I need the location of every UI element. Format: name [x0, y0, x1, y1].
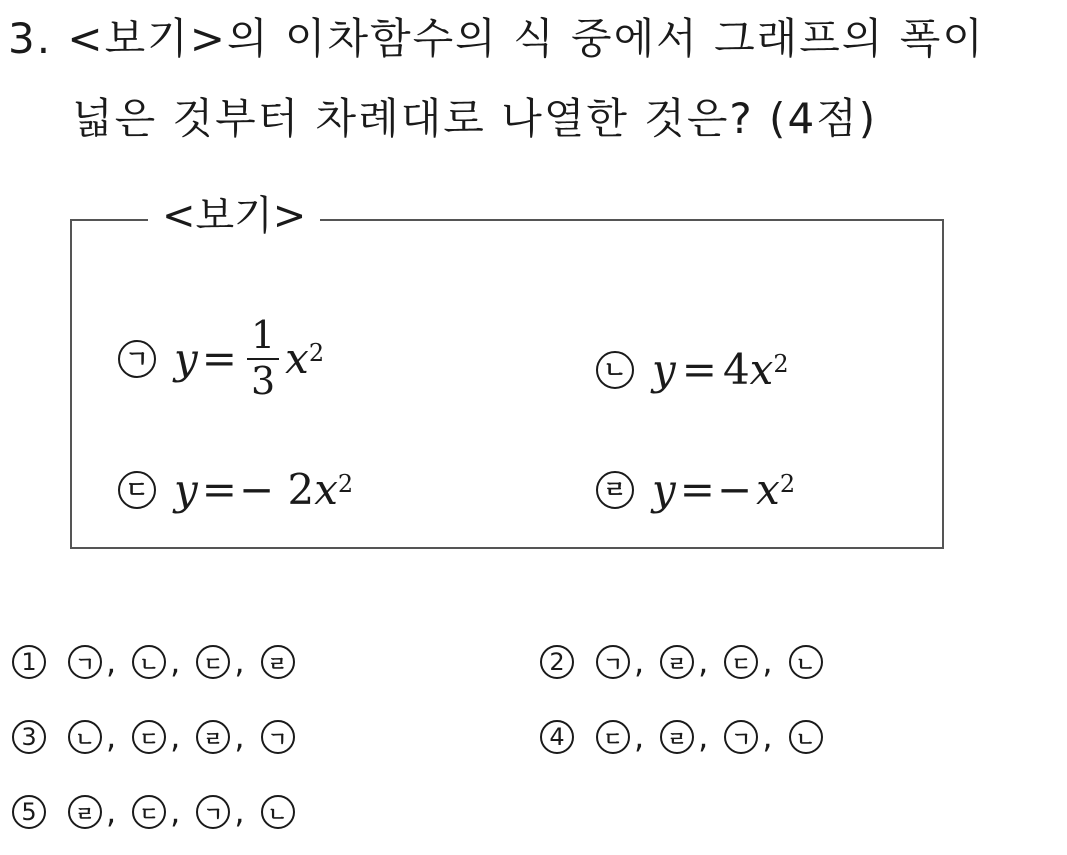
equation-variable: x — [749, 345, 774, 394]
choice-number: 2 — [540, 645, 574, 679]
choice-marker: ㄴ — [789, 645, 823, 679]
choice-separator: , — [170, 643, 181, 681]
example-box-title: <보기> — [148, 196, 320, 236]
equation-equals: = — [201, 334, 237, 384]
choice-number: 5 — [12, 795, 46, 829]
equation-exponent: 2 — [779, 469, 796, 498]
equation-equals: = — [201, 465, 237, 514]
choice-marker: ㄴ — [261, 795, 295, 829]
choice-marker: ㄹ — [660, 720, 694, 754]
equation-lhs: y — [652, 345, 676, 394]
choice-separator: , — [106, 643, 117, 681]
equation-exponent: 2 — [308, 338, 325, 367]
choice-separator: , — [634, 643, 645, 681]
choice-separator: , — [106, 718, 117, 756]
choice-number: 4 — [540, 720, 574, 754]
choice-separator: , — [234, 793, 245, 831]
choice-separator: , — [234, 718, 245, 756]
example-item-d — [118, 465, 353, 514]
choice-marker: ㄴ — [132, 645, 166, 679]
choice-marker: ㄷ — [596, 720, 630, 754]
choice-marker: ㄷ — [196, 645, 230, 679]
item-marker: ㄱ — [118, 340, 156, 378]
choice-marker: ㄱ — [261, 720, 295, 754]
choice-marker: ㄷ — [132, 795, 166, 829]
equation-equals: = — [679, 465, 715, 514]
choice-separator: , — [698, 718, 709, 756]
equation-lhs: y — [174, 465, 198, 514]
answer-choice-3[interactable] — [12, 718, 295, 756]
choice-marker: ㄹ — [660, 645, 694, 679]
choice-separator: , — [762, 643, 773, 681]
equation-lhs: y — [652, 465, 676, 514]
answer-choice-5[interactable] — [12, 793, 295, 831]
choice-marker: ㄹ — [261, 645, 295, 679]
answer-choice-4[interactable] — [540, 718, 823, 756]
equation-exponent: 2 — [337, 469, 354, 498]
fraction-numerator: 1 — [250, 313, 276, 357]
choice-separator: , — [170, 718, 181, 756]
example-item-n — [596, 345, 789, 394]
choice-marker: ㄷ — [132, 720, 166, 754]
question-line-2: 넓은 것부터 차례대로 나열한 것은? (4점) — [72, 94, 878, 143]
item-marker: ㄴ — [596, 351, 634, 389]
choice-marker: ㄱ — [724, 720, 758, 754]
choice-number: 3 — [12, 720, 46, 754]
choice-marker: ㄹ — [196, 720, 230, 754]
answer-choice-2[interactable] — [540, 643, 823, 681]
equation — [652, 345, 789, 394]
choice-marker: ㄴ — [68, 720, 102, 754]
choice-number: 1 — [12, 645, 46, 679]
choice-marker: ㄷ — [724, 645, 758, 679]
answer-choice-1[interactable] — [12, 643, 295, 681]
choice-separator: , — [762, 718, 773, 756]
choice-marker: ㄱ — [196, 795, 230, 829]
equation-variable: x — [756, 465, 780, 514]
equation — [174, 313, 325, 403]
equation-lhs: y — [174, 334, 198, 384]
choice-separator: , — [698, 643, 709, 681]
equation-variable: x — [314, 465, 338, 514]
choice-separator: , — [234, 643, 245, 681]
choice-marker: ㄹ — [68, 795, 102, 829]
equation-coefficient: 4 — [722, 345, 750, 394]
fraction-denominator: 3 — [247, 358, 279, 402]
choice-marker: ㄱ — [68, 645, 102, 679]
choice-marker: ㄴ — [789, 720, 823, 754]
equation-equals: = — [681, 345, 717, 394]
equation-coefficient: − — [716, 465, 753, 514]
item-marker: ㄷ — [118, 471, 156, 509]
example-item-r — [596, 465, 795, 514]
equation-variable: x — [285, 334, 309, 384]
equation-exponent: 2 — [773, 349, 789, 378]
equation — [174, 465, 353, 514]
example-item-g — [118, 313, 325, 403]
choice-separator: , — [634, 718, 645, 756]
choice-separator: , — [170, 793, 181, 831]
choice-separator: , — [106, 793, 117, 831]
item-marker: ㄹ — [596, 471, 634, 509]
question-line-1: 3. <보기>의 이차함수의 식 중에서 그래프의 폭이 — [8, 14, 985, 63]
fraction — [247, 313, 279, 403]
equation-coefficient: − 2 — [238, 465, 315, 514]
equation — [652, 465, 795, 514]
choice-marker: ㄱ — [596, 645, 630, 679]
